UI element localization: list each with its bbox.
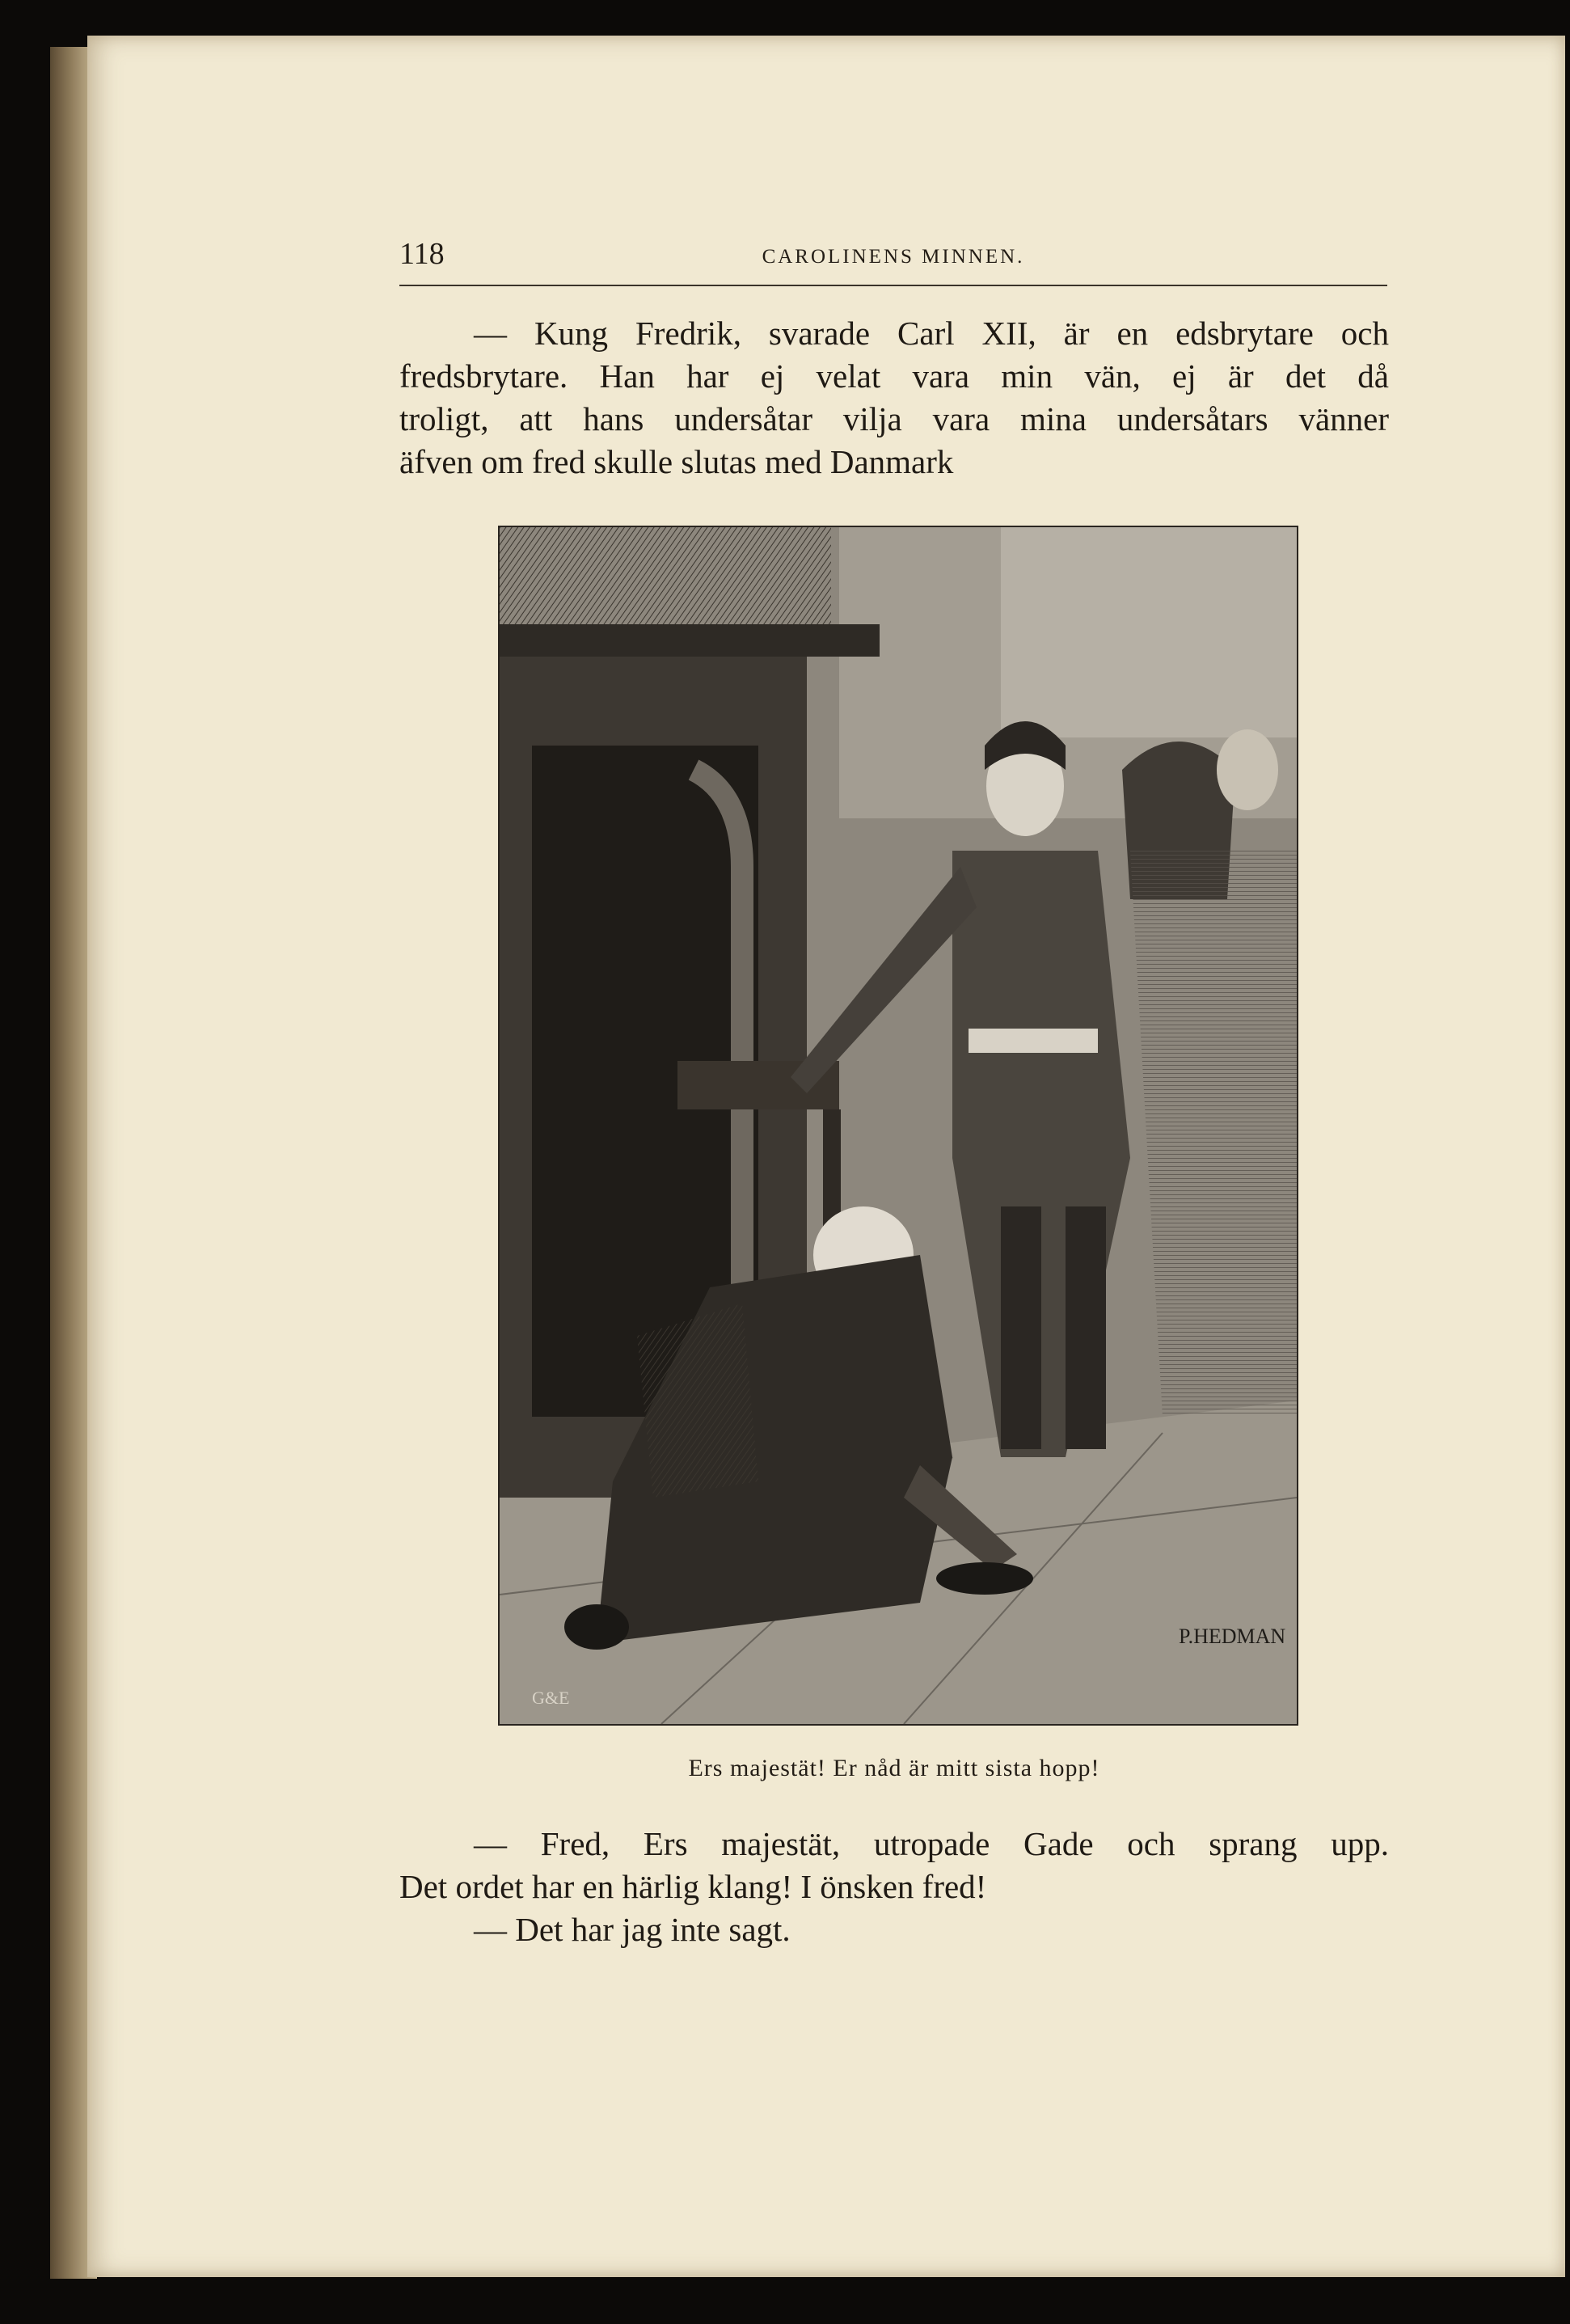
- text-line: Det ordet har en härlig klang! I önsken fred!: [399, 1868, 987, 1905]
- page-header: [399, 236, 1387, 286]
- text-line: — Fred, Ers majestät, utropade Gade och sprang upp.: [474, 1825, 1389, 1862]
- page-number: 118: [399, 237, 445, 271]
- engraving-illustration: [498, 526, 1298, 1726]
- text-line: troligt, att hans undersåtar vilja vara mina undersåtars vänner: [399, 400, 1389, 437]
- illustration-caption: Ers majestät! Er nåd är mitt sista hopp!: [688, 1755, 1100, 1781]
- engraving-scene: [500, 527, 1297, 1724]
- engraver-mark: G&E: [532, 1688, 570, 1708]
- text-line: fredsbrytare. Han har ej velat vara min vän, ej är det då: [399, 357, 1389, 395]
- artist-signature: P.HEDMAN: [1179, 1625, 1286, 1648]
- text-line: äfven om fred skulle slutas med Danmark: [399, 443, 954, 480]
- body-text-top: [399, 312, 1389, 484]
- text-line: — Det har jag inte sagt.: [474, 1911, 791, 1948]
- text-line: — Kung Fredrik, svarade Carl XII, är en edsbrytare och: [474, 315, 1389, 352]
- body-text-bottom: [399, 1823, 1389, 1951]
- running-title: CAROLINENS MINNEN.: [762, 246, 1025, 268]
